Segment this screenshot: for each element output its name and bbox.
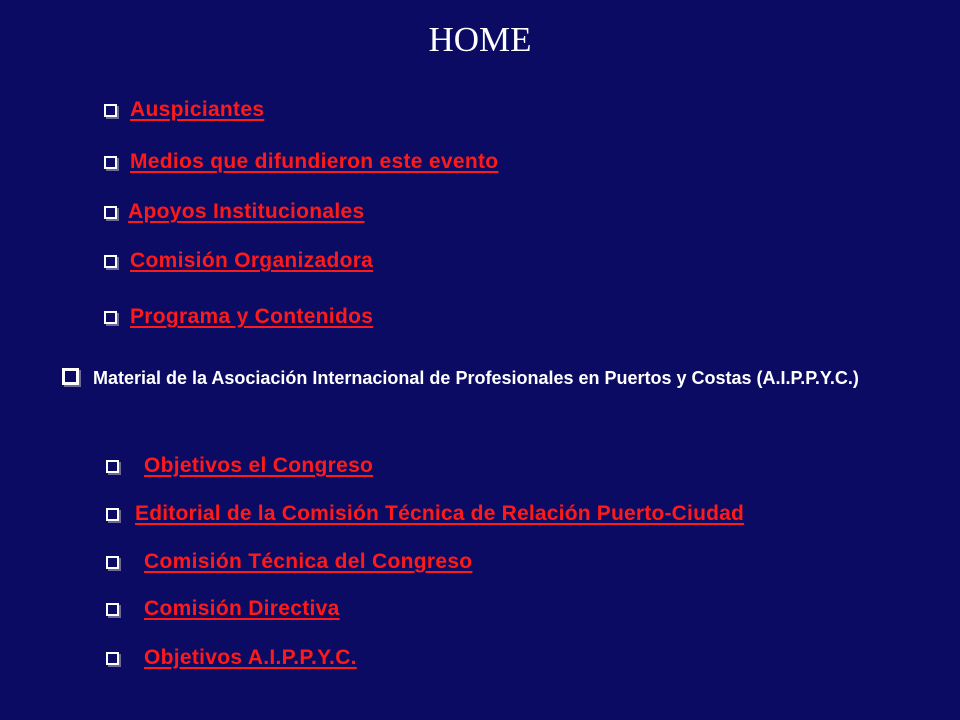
square-bullet-icon	[106, 652, 119, 665]
list-item-auspiciantes	[104, 94, 264, 126]
list-item-comision-organizadora	[104, 245, 373, 277]
section-heading-text: Material de la Asociación Internacional de Profesionales en Puertos y Costas (A.I.P.P.Y.C.)	[93, 368, 859, 388]
page-title: HOME	[428, 20, 532, 59]
list-item-objetivos-aippyc	[106, 642, 357, 674]
link-comision-tecnica[interactable]: Comisión Técnica del Congreso	[144, 550, 473, 573]
square-bullet-icon	[104, 104, 117, 117]
square-bullet-icon	[106, 508, 119, 521]
square-bullet-icon	[106, 603, 119, 616]
section-heading	[60, 363, 920, 393]
square-bullet-icon	[104, 311, 117, 324]
square-bullet-icon	[106, 460, 119, 473]
link-comision-directiva[interactable]: Comisión Directiva	[144, 597, 340, 620]
link-auspiciantes[interactable]: Auspiciantes	[130, 98, 265, 121]
link-apoyos-institucionales[interactable]: Apoyos Institucionales	[128, 200, 365, 223]
list-item-comision-tecnica	[106, 546, 472, 578]
list-item-programa	[104, 301, 373, 333]
list-item-objetivos-congreso	[106, 450, 373, 482]
link-programa-contenidos[interactable]: Programa y Contenidos	[130, 305, 374, 328]
list-item-editorial	[106, 498, 744, 530]
link-objetivos-congreso[interactable]: Objetivos el Congreso	[144, 454, 374, 477]
square-bullet-icon	[104, 206, 117, 219]
list-item-medios	[104, 146, 498, 178]
square-bullet-icon	[62, 368, 79, 385]
link-objetivos-aippyc[interactable]: Objetivos A.I.P.P.Y.C.	[144, 646, 357, 669]
list-item-apoyos	[104, 196, 364, 228]
square-bullet-icon	[106, 556, 119, 569]
square-bullet-icon	[104, 156, 117, 169]
link-medios[interactable]: Medios que difundieron este evento	[130, 150, 499, 173]
link-editorial[interactable]: Editorial de la Comisión Técnica de Relación Puerto-Ciudad	[135, 502, 745, 525]
link-comision-organizadora[interactable]: Comisión Organizadora	[130, 249, 374, 272]
list-item-comision-directiva	[106, 593, 340, 625]
square-bullet-icon	[104, 255, 117, 268]
